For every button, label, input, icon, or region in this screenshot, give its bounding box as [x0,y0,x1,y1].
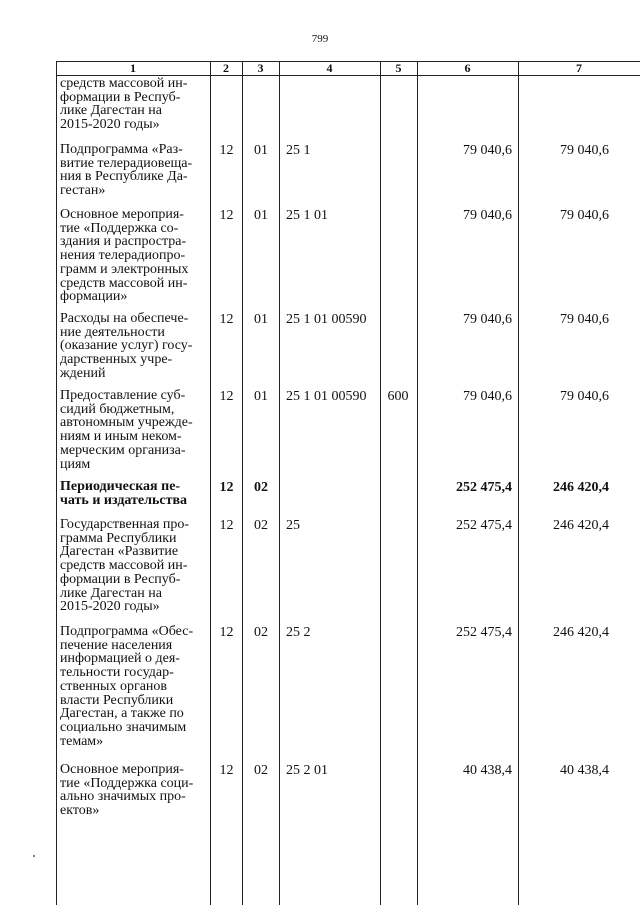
cell-amount-1: 79 040,6 [463,143,512,158]
cell-name-line: власти Республики [60,692,174,708]
cell-subsection: 01 [254,208,268,223]
cell-amount-2: 79 040,6 [560,208,609,223]
cell-name-line: автономным учрежде- [60,415,193,431]
cell-name-line: ально значимых про- [60,789,186,805]
cell-name-line: грамм и электронных [60,261,189,277]
column-header-3: 3 [257,61,264,75]
cell-section: 12 [219,143,234,158]
cell-name [60,625,208,748]
cell-name [60,77,208,132]
cell-target-article: 25 2 01 [286,763,328,778]
cell-subsection: 01 [254,389,268,404]
cell-name-line: информацией о дея- [60,651,180,667]
column-header-2: 2 [223,61,229,75]
cell-subsection: 01 [254,143,268,158]
cell-name-line: Основное мероприя- [60,762,184,777]
column-line [56,61,57,905]
cell-name-line: печение населения [60,637,173,653]
cell-name-line: ния в Республике Да- [60,169,188,185]
cell-name-line: формации» [60,289,128,305]
cell-name-line: Государственная про- [60,517,190,532]
cell-target-article: 25 [286,518,300,533]
cell-target-article: 25 1 [286,143,311,158]
column-header-5: 5 [395,61,402,75]
cell-name-line: 2015-2020 годы» [60,117,160,133]
cell-name [60,480,208,507]
cell-name-line: средств массовой ин- [60,275,188,291]
page-number: 799 [311,33,329,45]
cell-amount-1: 252 475,4 [456,480,512,495]
cell-name-line: дарственных учре- [60,352,173,368]
cell-section: 12 [219,625,234,640]
cell-name-line: чать и издательства [60,492,188,508]
cell-name-line: социально значимым [60,719,187,735]
cell-section: 12 [219,208,234,223]
cell-name-line: лике Дагестан на [60,585,162,601]
cell-name-line: Предоставление суб- [60,388,186,403]
cell-amount-2: 246 420,4 [553,625,609,640]
cell-amount-2: 246 420,4 [553,518,609,533]
cell-subsection: 02 [254,480,268,495]
scan-mark [33,855,35,857]
cell-name-line: циям [60,456,91,472]
column-header-4: 4 [326,61,333,75]
cell-target-article: 25 1 01 00590 [286,389,367,404]
cell-name-line: Дагестан, а также по [60,706,184,722]
cell-section: 12 [219,312,234,327]
cell-target-article: 25 2 [286,625,311,640]
cell-name-line: (оказание услуг) госу- [60,338,193,354]
cell-name-line: мерческим организа- [60,442,186,458]
column-line [279,61,280,905]
cell-name-line: формации в Респуб- [60,89,181,105]
cell-section: 12 [219,480,234,495]
cell-name-line: Подпрограмма «Раз- [60,142,183,157]
cell-name-line: тие «Поддержка со- [60,220,179,236]
cell-name-line: лике Дагестан на [60,103,162,119]
cell-name-line: гестан» [60,183,106,199]
cell-name-line: сидий бюджетным, [60,401,175,417]
cell-name-line: здания и распростра- [60,234,187,250]
cell-name-line: нения телерадиопро- [60,248,186,264]
cell-target-article: 25 1 01 [286,208,328,223]
cell-name-line: ние деятельности [60,324,165,340]
cell-name-line: средств массовой ин- [60,76,188,91]
cell-name [60,208,208,304]
cell-name-line: Дагестан «Развитие [60,544,179,560]
cell-target-article: 25 1 01 00590 [286,312,367,327]
column-line [380,61,381,905]
cell-name-line: ственных органов [60,678,168,694]
cell-amount-1: 40 438,4 [463,763,512,778]
cell-name-line: грамма Республики [60,530,177,546]
cell-subsection: 02 [254,625,268,640]
column-header-6: 6 [464,61,471,75]
cell-section: 12 [219,518,234,533]
cell-amount-2: 79 040,6 [560,389,609,404]
cell-name-line: ниям и иным неком- [60,429,182,445]
cell-name-line: формации в Респуб- [60,571,181,587]
cell-name-line: темам» [60,733,104,749]
cell-name-line: Расходы на обеспече- [60,311,189,326]
cell-name-line: Подпрограмма «Обес- [60,624,194,639]
cell-name-line: тельности государ- [60,665,174,681]
cell-amount-1: 79 040,6 [463,389,512,404]
cell-name-line: ектов» [60,803,100,819]
cell-name [60,518,208,614]
cell-subsection: 02 [254,518,268,533]
cell-amount-2: 79 040,6 [560,143,609,158]
cell-expense-type: 600 [387,389,409,404]
column-header-7: 7 [576,61,582,75]
column-header-1: 1 [130,61,136,75]
cell-name-line: тие «Поддержка соци- [60,775,194,791]
cell-amount-2: 246 420,4 [553,480,609,495]
cell-name [60,312,208,381]
cell-subsection: 02 [254,763,268,778]
cell-amount-2: 79 040,6 [560,312,609,327]
cell-amount-1: 252 475,4 [456,518,512,533]
cell-name [60,389,208,471]
cell-section: 12 [219,389,234,404]
cell-section: 12 [219,763,234,778]
column-line [210,61,211,905]
cell-name-line: витие телерадиовеща- [60,155,193,171]
cell-amount-1: 252 475,4 [456,625,512,640]
cell-name-line: Основное мероприя- [60,207,184,222]
cell-amount-1: 79 040,6 [463,208,512,223]
cell-name-line: 2015-2020 годы» [60,599,160,615]
cell-name-line: ждений [60,365,106,381]
cell-amount-1: 79 040,6 [463,312,512,327]
cell-name-line: средств массовой ин- [60,558,188,574]
cell-name [60,143,208,198]
cell-name-line: Периодическая пе- [60,479,181,494]
cell-amount-2: 40 438,4 [560,763,609,778]
cell-name [60,763,208,818]
cell-subsection: 01 [254,312,268,327]
